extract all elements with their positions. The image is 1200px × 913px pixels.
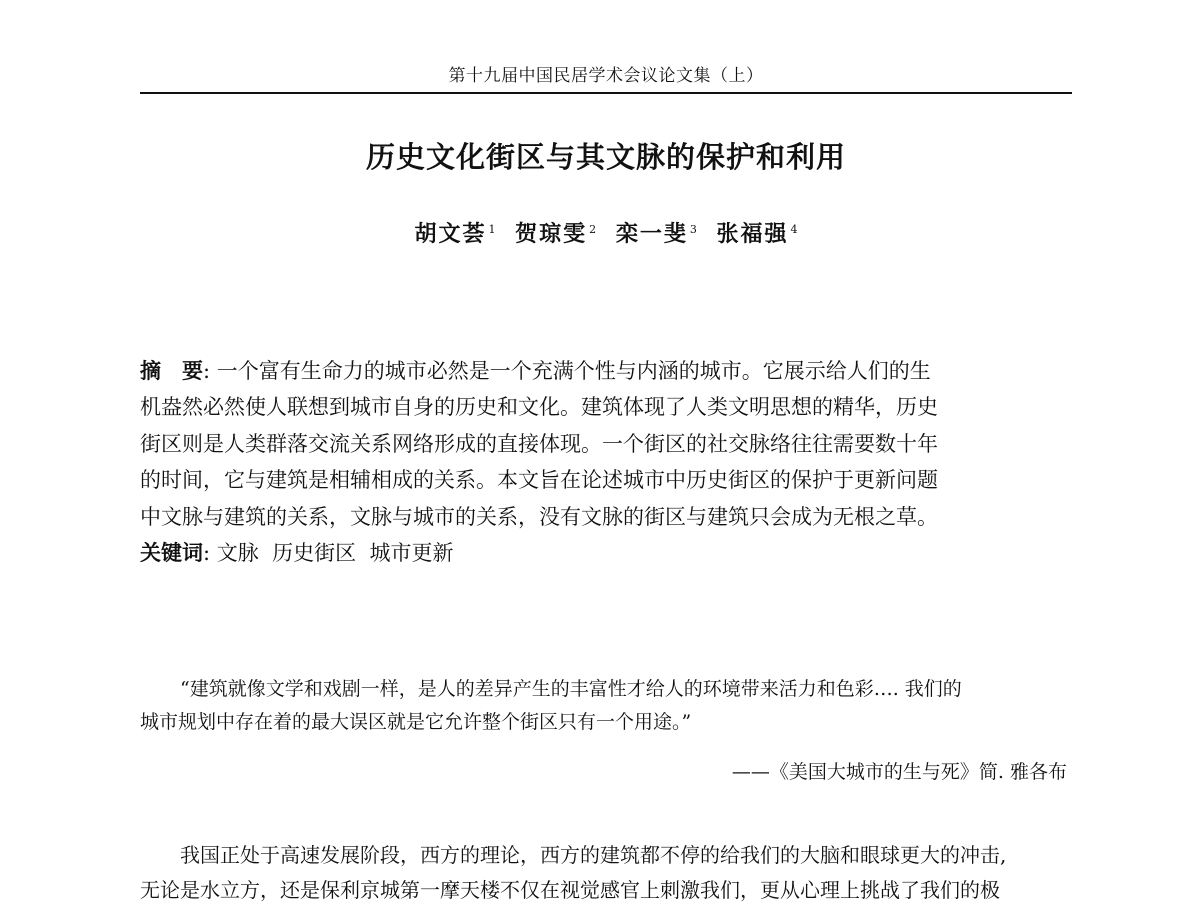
author-name: 栾一斐 xyxy=(615,221,688,247)
author xyxy=(616,218,697,250)
affiliation-mark: 4 xyxy=(790,223,798,236)
keywords-line xyxy=(140,535,1074,571)
affiliation-mark: 1 xyxy=(488,223,496,236)
abstract-text: 一个富有生命力的城市必然是一个充满个性与内涵的城市。它展示给人们的生 xyxy=(216,359,931,383)
epigraph xyxy=(140,673,1074,739)
epigraph-line: “建筑就像文学和戏剧一样，是人的差异产生的丰富性才给人的环境带来活力和色彩…. 我们的 xyxy=(180,678,962,700)
author-name: 张福强 xyxy=(716,221,789,247)
abstract-separator: : xyxy=(203,359,217,383)
keywords-label: 关键词 xyxy=(140,541,203,566)
affiliation-mark: 2 xyxy=(589,223,597,236)
abstract-line: 机盎然必然使人联想到城市自身的历史和文化。建筑体现了人类文明思想的精华，历史 xyxy=(140,395,938,420)
epigraph-source: ——《美国大城市的生与死》简. 雅各布 xyxy=(731,761,1067,783)
author xyxy=(717,218,798,250)
epigraph-line: 城市规划中存在着的最大误区就是它允许整个街区只有一个用途。” xyxy=(140,711,692,733)
author-name: 胡文荟 xyxy=(414,221,487,247)
body-line: 无论是水立方，还是保利京城第一摩天楼不仅在视觉感官上刺激我们，更从心理上挑战了我们的极 xyxy=(140,878,1000,902)
abstract-line: 的时间，它与建筑是相辅相成的关系。本文旨在论述城市中历史街区的保护于更新问题 xyxy=(140,468,938,493)
body-paragraph xyxy=(140,838,1074,908)
header-rule xyxy=(140,92,1072,94)
abstract-line xyxy=(140,353,1074,389)
abstract xyxy=(140,353,1074,571)
keywords-separator: : xyxy=(203,541,217,566)
author-list xyxy=(140,218,1072,250)
abstract-line: 街区则是人类群落交流关系网络形成的直接体现。一个街区的社交脉络往往需要数十年 xyxy=(140,431,938,456)
author xyxy=(414,218,495,250)
affiliation-mark: 3 xyxy=(689,223,697,236)
author xyxy=(515,218,596,250)
author-name: 贺琼雯 xyxy=(515,221,588,247)
body-line: 我国正处于高速发展阶段，西方的理论，西方的建筑都不停的给我们的大脑和眼球更大的冲击, xyxy=(180,843,1007,867)
abstract-label: 摘 要 xyxy=(140,359,203,383)
running-header: 第十九届中国民居学术会议论文集（上） xyxy=(448,66,764,86)
keywords-text: 文脉 历史街区 城市更新 xyxy=(216,541,454,566)
paper-title: 历史文化街区与其文脉的保护和利用 xyxy=(365,140,846,174)
abstract-line: 中文脉与建筑的关系，文脉与城市的关系，没有文脉的街区与建筑只会成为无根之草。 xyxy=(140,504,938,529)
